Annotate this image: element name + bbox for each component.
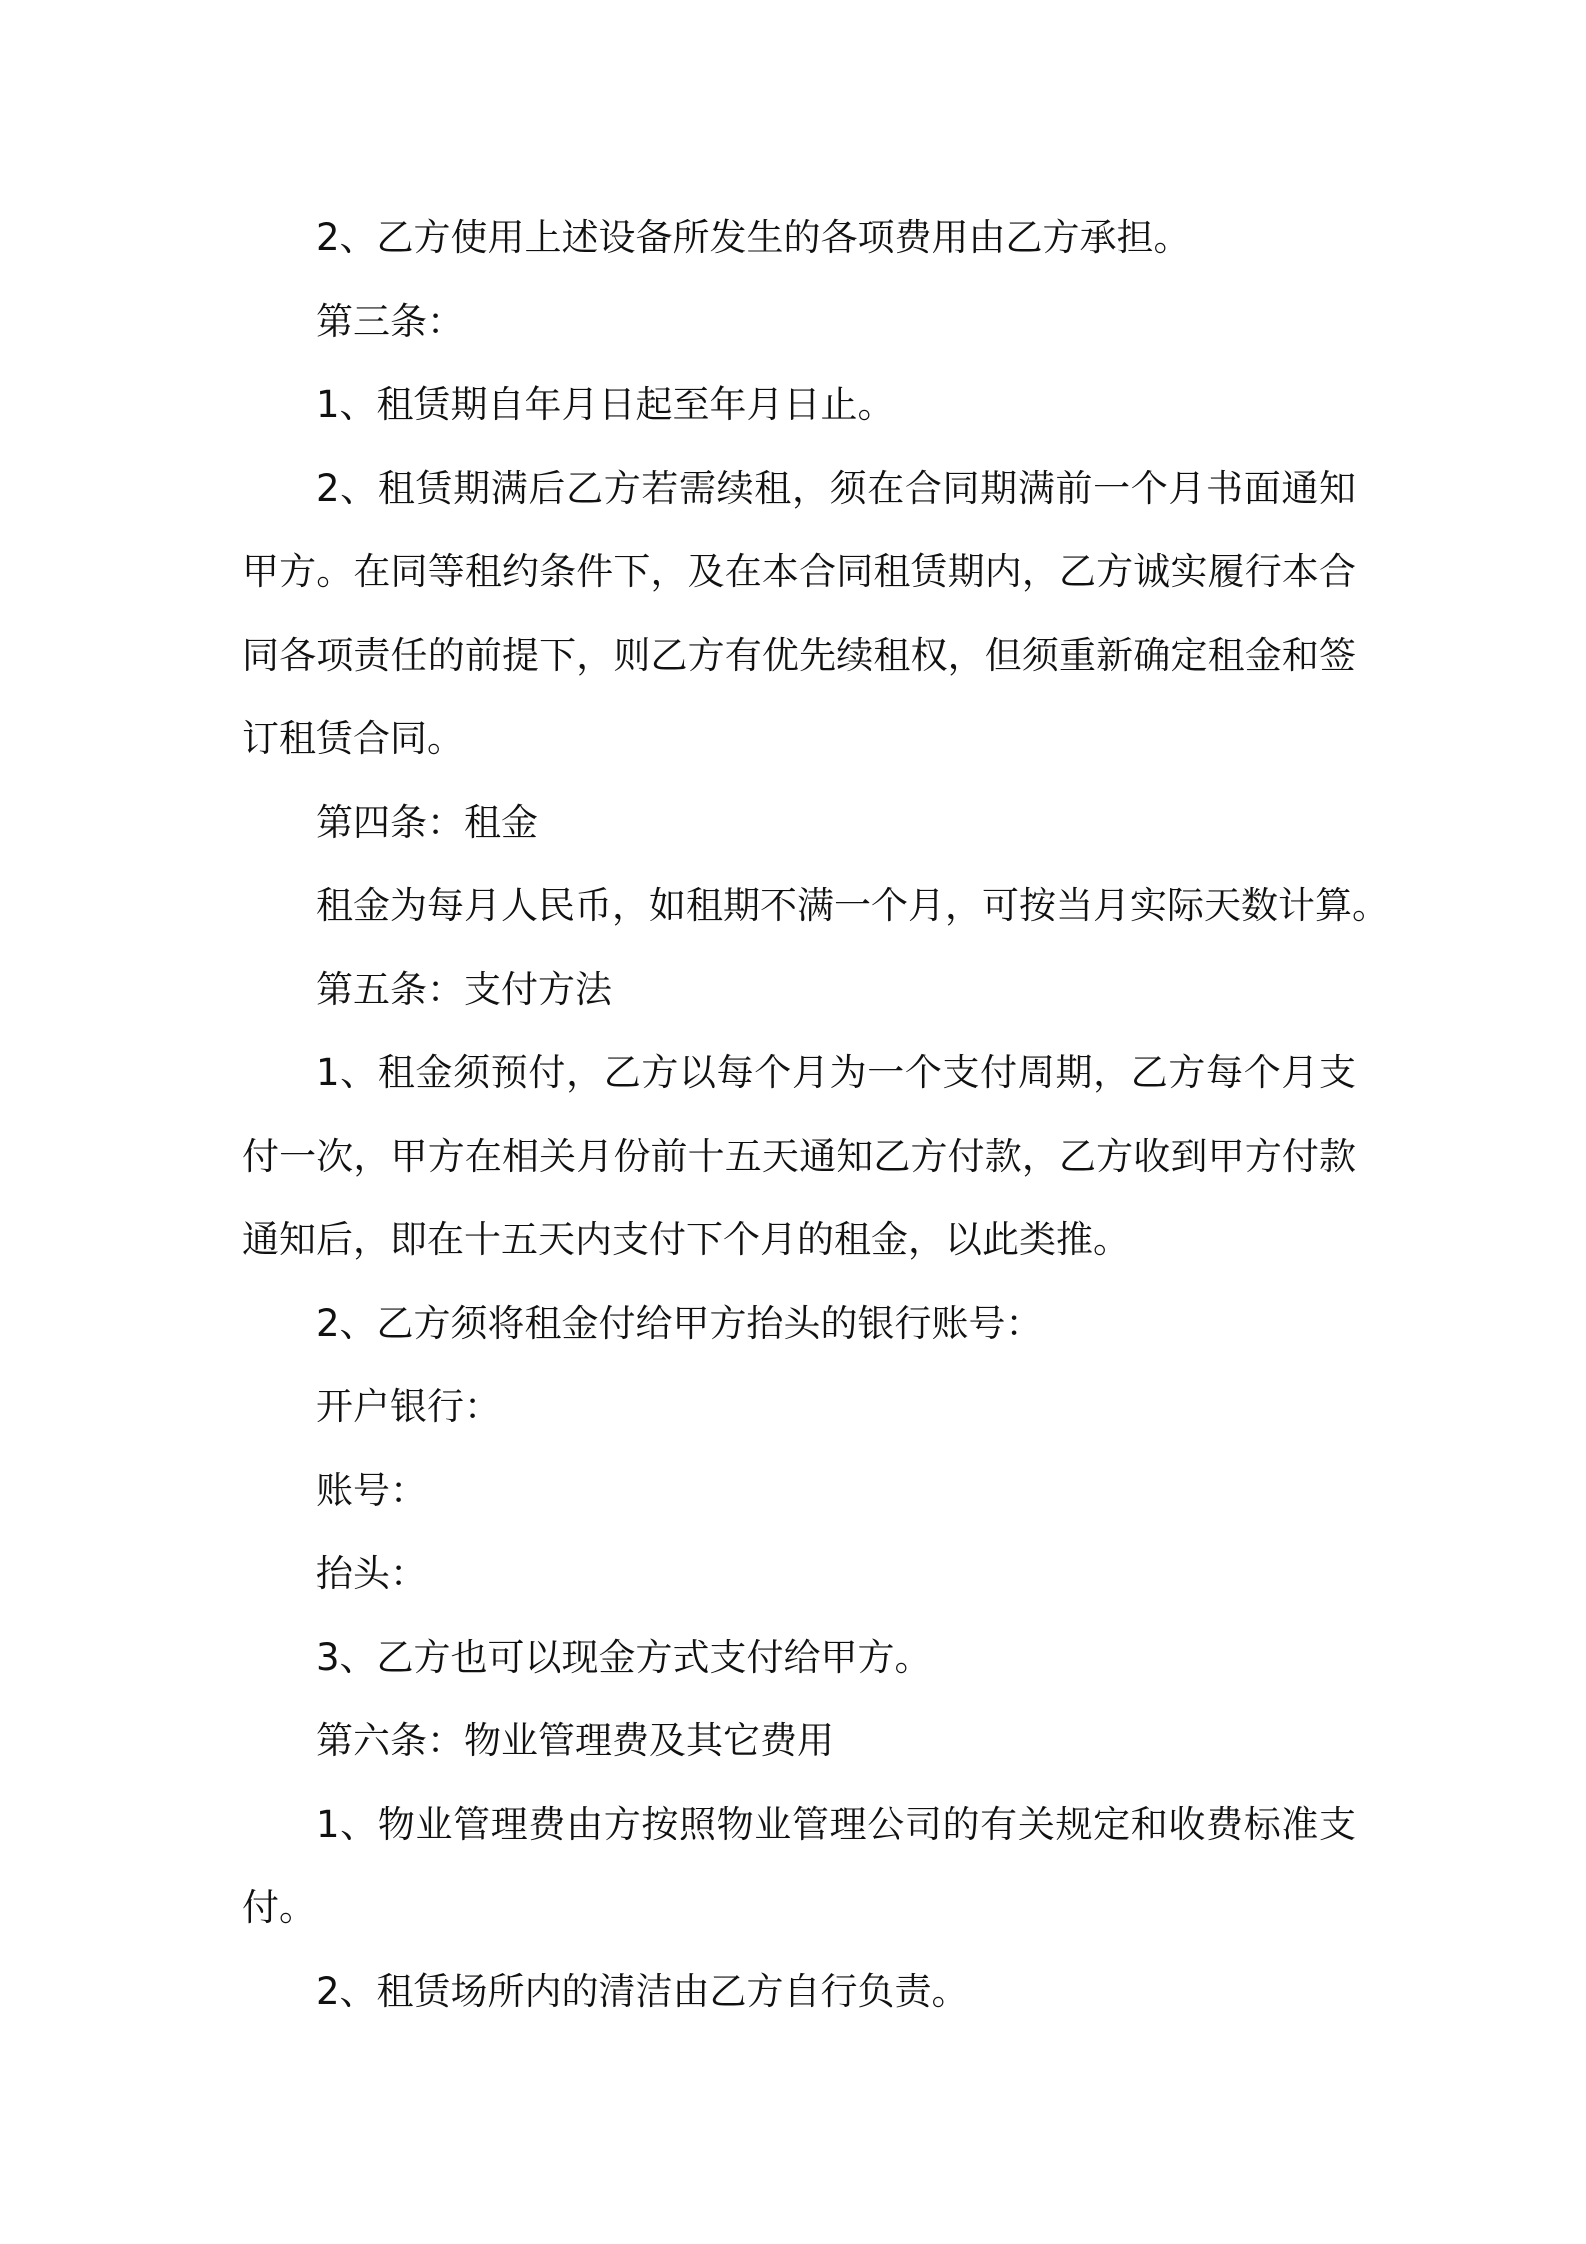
text-line: 租金为每月人民币，如租期不满一个月，可按当月实际天数计算。 [316,884,1389,927]
paragraph-rent-prepayment [242,1031,1356,1282]
document-body [242,196,1389,2033]
text-line: 2、租赁场所内的清洁由乙方自行负责。 [316,1969,969,2013]
text-line: 开户银行： [316,1385,501,1428]
text-line: 第四条：租金 [316,800,538,844]
text-line: 同各项责任的前提下，则乙方有优先续租权，但须重新确定租金和签 [242,633,1356,677]
paragraph-lease-term [242,363,1356,447]
text-line: 付。 [242,1886,316,1929]
text-line: 账号： [316,1468,427,1512]
field-account-number [242,1449,1356,1533]
paragraph-cleaning [242,1950,1356,2034]
heading-article-6 [242,1699,1356,1783]
text-line: 1、物业管理费由方按照物业管理公司的有关规定和收费标准支 [316,1802,1356,1846]
text-line: 2、乙方使用上述设备所发生的各项费用由乙方承担。 [316,216,1191,259]
field-opening-bank [242,1365,1356,1449]
text-line: 2、租赁期满后乙方若需续租，须在合同期满前一个月书面通知 [316,466,1356,510]
text-line: 1、租赁期自年月日起至年月日止。 [316,383,895,426]
paragraph-equipment-fees [242,196,1356,280]
paragraph-property-fee [242,1783,1356,1950]
heading-article-4 [242,781,1356,865]
text-line: 第三条： [316,299,464,343]
paragraph-lease-renewal [242,447,1356,781]
text-line: 第五条：支付方法 [316,967,612,1011]
heading-article-5 [242,948,1356,1032]
paragraph-bank-account [242,1282,1356,1366]
text-line: 甲方。在同等租约条件下，及在本合同租赁期内，乙方诚实履行本合 [242,550,1356,593]
text-line: 订租赁合同。 [242,717,464,760]
paragraph-rent-amount [242,864,1389,948]
text-line: 通知后，即在十五天内支付下个月的租金，以此类推。 [242,1218,1130,1261]
heading-article-3 [242,280,1356,364]
text-line: 抬头： [316,1552,427,1595]
text-line: 1、租金须预付，乙方以每个月为一个支付周期，乙方每个月支 [316,1051,1356,1094]
paragraph-cash-payment [242,1616,1356,1700]
text-line: 2、乙方须将租金付给甲方抬头的银行账号： [316,1301,1043,1345]
field-account-title [242,1532,1356,1616]
text-line: 第六条：物业管理费及其它费用 [316,1719,834,1762]
text-line: 3、乙方也可以现金方式支付给甲方。 [316,1635,932,1679]
text-line: 付一次，甲方在相关月份前十五天通知乙方付款，乙方收到甲方付款 [242,1134,1356,1178]
